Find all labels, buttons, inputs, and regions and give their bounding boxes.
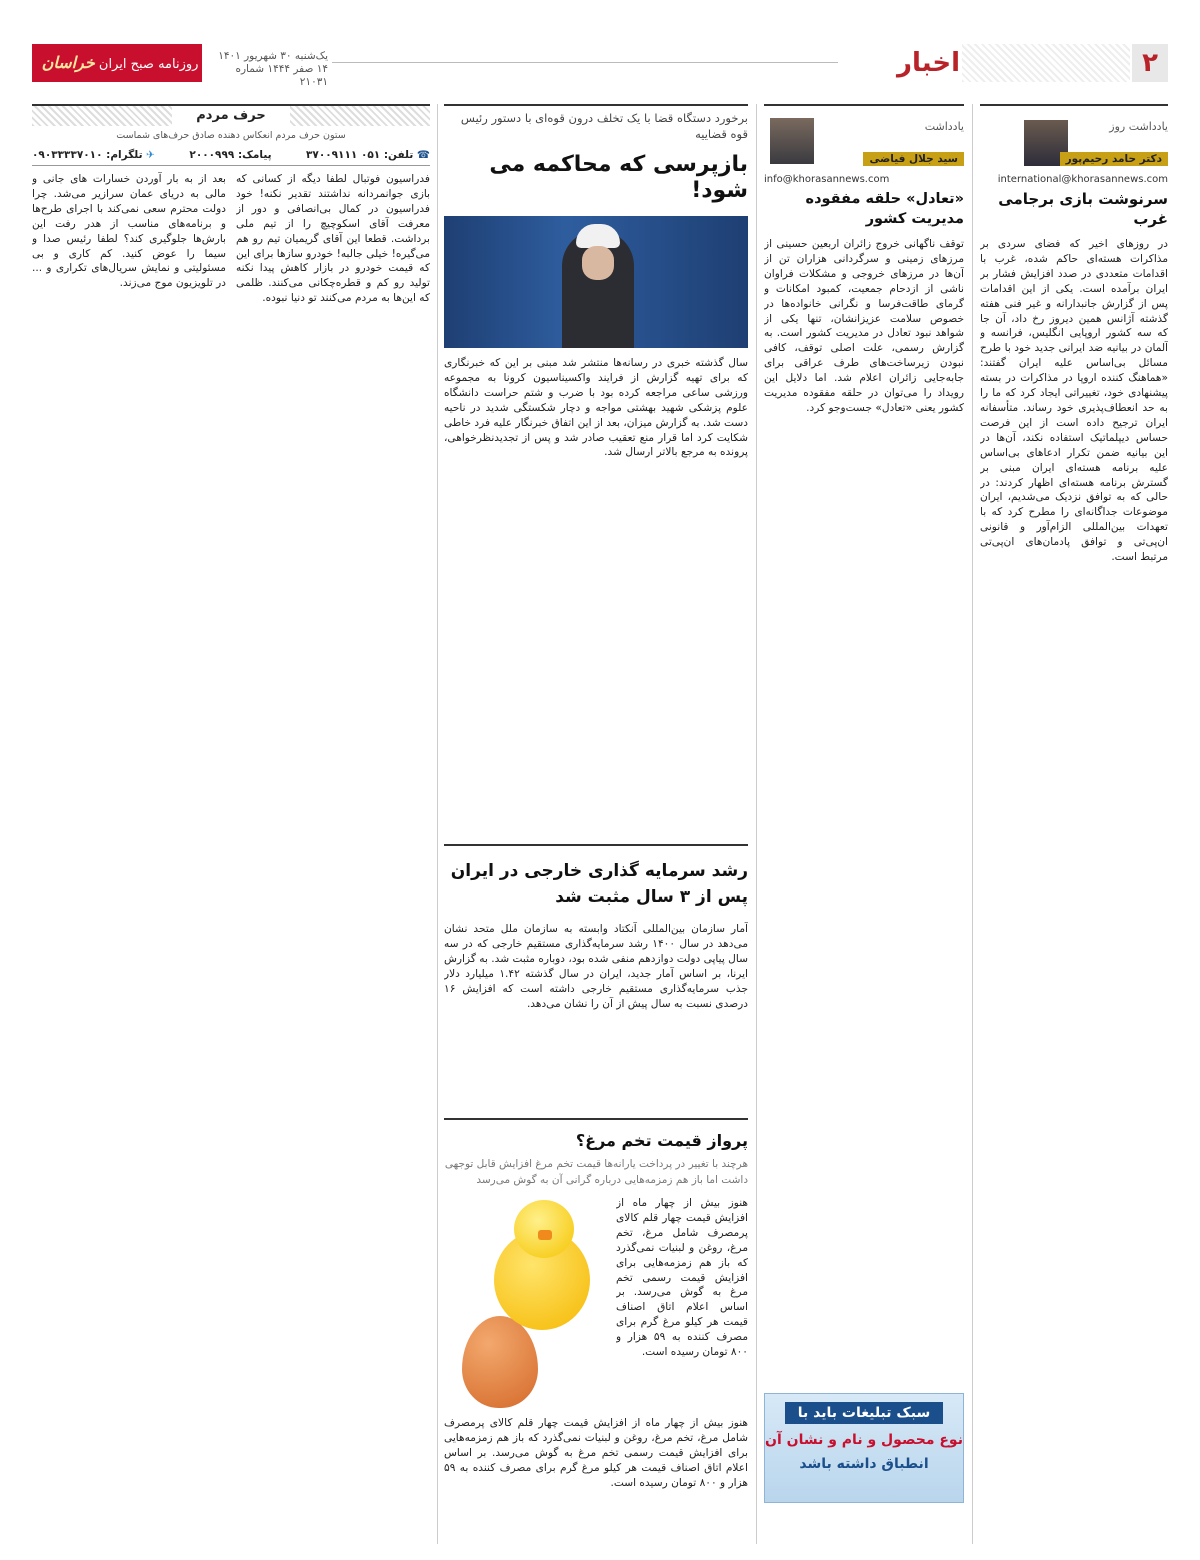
header-hatch [962,44,1130,82]
ad-line-2: نوع محصول و نام و نشان آن [765,1432,963,1448]
column-rule [756,104,757,1544]
readers-subtitle: ستون حرف مردم انعکاس دهنده صادق حرف‌های شماست [116,130,346,141]
author-name: دکتر حامد رحیم‌پور [1060,152,1168,166]
date-line-1: یک‌شنبه ۳۰ شهریور ۱۴۰۱ [218,50,328,62]
egg-title: پرواز قیمت تخم مرغ؟ [444,1118,748,1152]
article-body: در روزهای اخیر که فضای سردی بر مذاکرات هسته‌ای حاکم شده، غرب با اقدامات متعددی در صدد افزایش فشار بر ایران برآمده است. یکی از این اقدامات پس از گزارش جانبدارانه و غیر فنی هفته گذشته آژانس همین دیروز رخ داد، آن جا که سه کشور اروپایی انگلیس، فرانسه و آلمان در بیانیه ضد ایرانی جدید خود با طرح مسائل بی‌اساس علیه ایران گفتند: «هماهنگ کننده اروپا در مذاکرات در بسته پیشنهادی خود، تغییراتی ایجاد کرد که ما را به حد انعطاف‌پذیری خود رساند. متأسفانه ایران ترجیح داده است از این فرصت حساس دیپلماتیک استفاده نکند، آن‌ها در این بیانیه ضمن تکرار ادعاهای بی‌اساس علیه برنامه هسته‌ای ایران مبنی بر گسترش برنامه هسته‌ای اظهار کردند: در حالی که به توافق نزدیک می‌شدیم، ایران موضوعات جداگانه‌ای را مطرح کرد که با تعهدات بین‌المللی الزام‌آور و قانونی ان‌پی‌تی و توافق پادمان‌های ان‌پی‌تی مرتبط است. [980,238,1168,564]
page-header [32,44,1168,88]
story-body: سال گذشته خبری در رسانه‌ها منتشر شد مبنی بر این که خبرنگاری که برای تهیه گزارش از فرایند واکسیناسیون کرونا به مجموعه ورزشی ساعی مراجعه کرده بود با ضرب و شتم حراست دانشگاه علوم پزشکی شهید بهشتی مواجه و دچار شکستگی شدید در ناحیه دست شد. به گزارش میزان، بعد از این اتفاق خبرنگار علیه فرد خاطی شکایت کرد اما قرار منع تعقیب صادر شد و پس از تجدیدنظرخواهی، پرونده به مرجع بالاتر ارسال شد. [444,357,748,459]
logo-name: خراسان [41,53,95,72]
header-rule [332,62,838,63]
column-kicker: یادداشت روز [1109,120,1168,133]
author-name: سید جلال فیاضی [863,152,964,166]
issue-date [208,50,328,89]
logo-tagline: روزنامه صبح ایران [98,57,199,72]
date-line-2: ۱۴ صفر ۱۴۴۴ شماره ۲۱۰۳۱ [235,63,328,88]
phone-contact [306,149,430,161]
article-body: توقف ناگهانی خروج زائران اربعین حسینی از مرزهای زمینی و سرگردانی هزاران تن از آن‌ها در مرزهای خروجی و مشکلات فراوان ناشی از ازدحام جمعیت، کمبود امکانات و گرمای طاقت‌فرسا و نگرانی خانواده‌ها در خصوص سلامت عزیزانشان، تنها یکی از شواهد نبود تعادل در مدیریت کشور است. به گزارش رسمی، علت اصلی توقف، کافی نبودن زیرساخت‌های طرف عراقی برای جابه‌جایی زائران اعلام شد. اما دلایل این رویداد را می‌توان در حلقه مفقوده مدیریت کشور یعنی «تعادل» جست‌وجو کرد. [764,238,964,414]
news-column [444,104,748,1544]
sms-contact: پیامک: ۲۰۰۰۹۹۹ [189,149,272,161]
chick-beak [538,1230,552,1240]
section-title: اخبار [897,48,960,78]
story-kicker: برخورد دستگاه قضا با یک تخلف درون قوه‌ای با دستور رئیس قوه قضاییه [444,104,748,142]
author-photo [770,118,814,164]
story-title: بازپرسی که محاکمه می شود! [489,152,748,203]
article-title: سرنوشت بازی برجامی غرب [998,190,1168,228]
egg-subtitle: هرچند با تغییر در پرداخت یارانه‌ها قیمت تخم مرغ افزایش قابل توجهی داشت اما باز هم زمزمه‌هایی درباره گرانی آن به گوش می‌رسد [444,1158,748,1186]
story-photo [444,216,748,348]
column-rule [972,104,973,1544]
egg-shape [462,1316,538,1408]
page-number: ۲ [1132,44,1168,82]
editorial-column [980,104,1168,1544]
readers-column [32,104,430,1544]
telegram-number: تلگرام: ۰۹۰۳۳۳۳۷۰۱۰ [32,149,143,161]
column-kicker: یادداشت [924,120,964,133]
egg-body: هنوز بیش از چهار ماه از افزایش قیمت چهار قلم کالای پرمصرف شامل مرغ، تخم مرغ، روغن و لبنیات نمی‌گذرد که باز هم زمزمه‌هایی برای افزایش قیمت رسمی تخم مرغ به گوش می‌رسد. بر اساس اعلام اتاق اصناف قیمت هر کیلو مرغ گرم برای مصرف کننده به ۵۹ هزار و ۸۰۰ تومان رسیده است. [616,1197,748,1359]
author-email: international@khorasannews.com [997,174,1168,185]
phone-number: تلفن: ۰۵۱ ۳۷۰۰۹۱۱۱ [306,149,414,161]
egg-body-cont: هنوز بیش از چهار ماه از افزایش قیمت چهار قلم کالای پرمصرف شامل مرغ، تخم مرغ، روغن و لبنیات نمی‌گذرد که باز هم زمزمه‌هایی برای افزایش قیمت رسمی تخم مرغ به گوش می‌رسد. بر اساس اعلام اتاق اصناف قیمت هر کیلو مرغ گرم برای مصرف کننده به ۵۹ هزار و ۸۰۰ تومان رسیده است. [444,1417,748,1489]
ad-box [764,1393,964,1503]
readers-messages-right: فدراسیون فوتبال لطفا دیگه از کسانی که بازی جوانمردانه نداشتند تقدیر نکنه! خود فدراسیون در کمال بی‌انصافی و دور از معرفت آقای اسکوچیچ را از تیم ملی برداشت. قطعا این آقای گریمیان تیم رو هم می‌گیره! خیلی جالبه! خودرو سازها برای این که قیمت خودرو در بازار کاهش پیدا نکنه تولید رو کم و قطره‌چکانی می‌کنند. ظلمی که این‌ها به مردم می‌کنند تو دنیا نبوده. [236,173,430,305]
investment-body: آمار سازمان بین‌المللی آنکتاد وابسته به سازمان ملل متحد نشان می‌دهد در سال ۱۴۰۰ رشد سرمایه‌گذاری مستقیم خارجی که در سه سال پیاپی دولت دوازدهم منفی شده بود، دوباره مثبت شد. به گزارش ایرنا، بر اساس آمار جدید، ایران در سال گذشته ۱.۴۲ میلیارد دلار جذب سرمایه‌گذاری مستقیم خارجی داشته است که افزایش ۱۶ درصدی نسبت به سال پیش از آن را نشان می‌دهد. [444,923,748,1010]
investment-title: رشد سرمایه گذاری خارجی در ایران پس از ۳ سال مثبت شد [444,844,748,910]
readers-title: حرف مردم [172,106,290,126]
ad-line-1: سبک تبلیغات باید با [785,1402,943,1424]
readers-header [32,104,430,126]
ad-line-3: انطباق داشته باشد [799,1456,929,1472]
contact-bar [32,145,430,166]
speaker-face [582,246,614,280]
readers-messages-left: بعد از به بار آوردن خسارات های جانی و مالی به دریای عمان سرازیر می‌شد. چرا دولت محترم سعی نمی‌کند با اجرای طرح‌ها و برنامه‌های مناسب از هدر رفت این بارش‌ها جلوگیری کند؟ لطفا رئیس صدا و سیما را عوض کنید. کم کاری و بی مسئولیتی و نمایش سریال‌های تکراری و ... در تلویزیون موج می‌زند. [32,173,226,290]
newspaper-logo [32,44,202,82]
chick-head [514,1200,574,1258]
chick-photo [444,1196,608,1410]
column-rule [437,104,438,1544]
telegram-icon: ✈ [142,149,155,161]
speaker-turban [576,224,620,248]
author-email: info@khorasannews.com [764,174,890,185]
phone-icon: ☎ [413,149,430,161]
article-title: «تعادل» حلقه مفقوده مدیریت کشور [805,191,964,227]
note-column [764,104,964,1544]
telegram-contact [32,149,155,161]
